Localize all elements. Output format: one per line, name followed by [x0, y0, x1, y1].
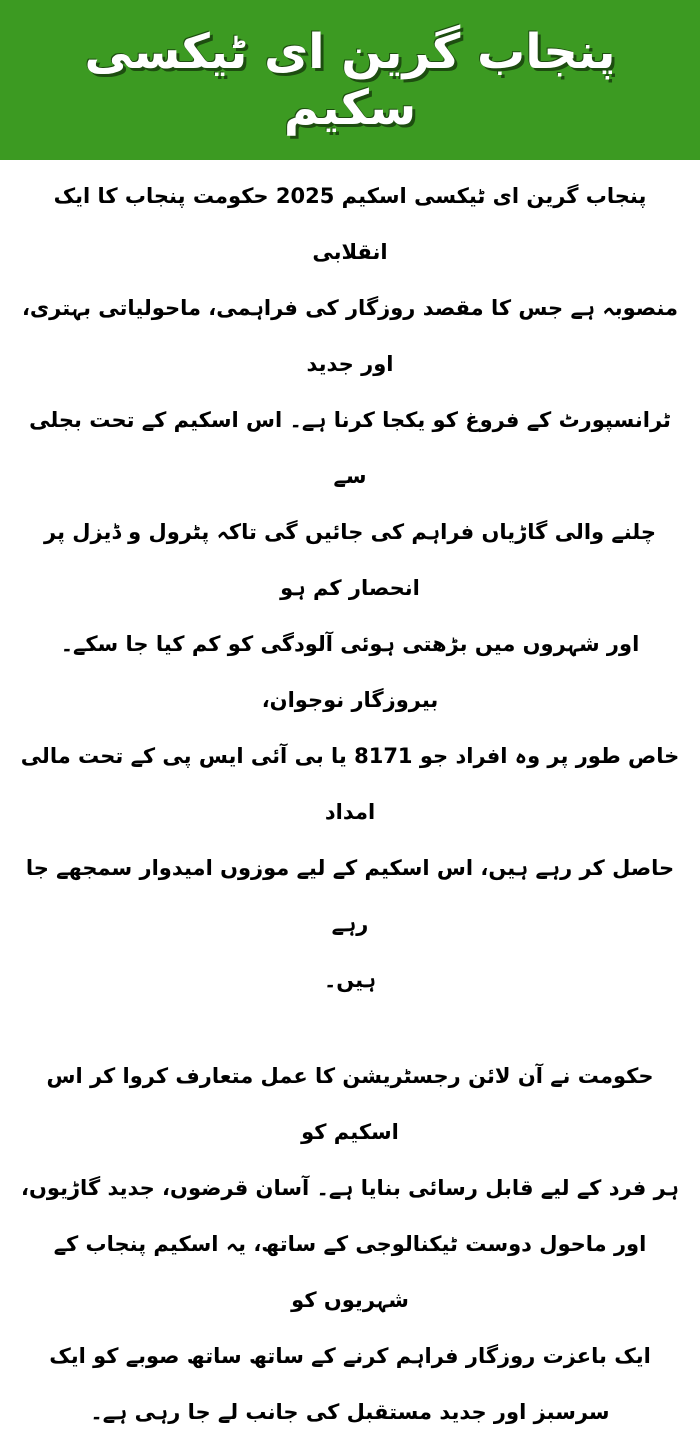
paragraph-registration: [0, 1048, 700, 1440]
text-line: چلنے والی گاڑیاں فراہم کی جائیں گی تاکہ پٹرول و ڈیزل پر انحصار کم ہو: [44, 520, 656, 600]
page-title: پنجاب گرین ای ٹیکسی سکیم: [84, 24, 616, 136]
text-line: اور ماحول دوست ٹیکنالوجی کے ساتھ، یہ اسکیم پنجاب کے شہریوں کو: [53, 1232, 647, 1312]
text-line: ہیں۔: [323, 968, 377, 992]
text-line: ہر فرد کے لیے قابل رسائی بنایا ہے۔ آسان قرضوں، جدید گاڑیوں،: [21, 1176, 679, 1200]
header-banner: [0, 0, 700, 160]
text-line: اور شہروں میں بڑھتی ہوئی آلودگی کو کم کیا جا سکے۔ بیروزگار نوجوان،: [60, 632, 640, 712]
text-line: منصوبہ ہے جس کا مقصد روزگار کی فراہمی، ماحولیاتی بہتری، اور جدید: [21, 296, 679, 376]
text-line: حکومت نے آن لائن رجسٹریشن کا عمل متعارف کروا کر اس اسکیم کو: [46, 1064, 654, 1144]
text-line: ایک باعزت روزگار فراہم کرنے کے ساتھ ساتھ صوبے کو ایک: [49, 1344, 651, 1368]
text-line: حاصل کر رہے ہیں، اس اسکیم کے لیے موزوں امیدوار سمجھے جا رہے: [25, 856, 675, 936]
text-line: سرسبز اور جدید مستقبل کی جانب لے جا رہی ہے۔: [90, 1400, 610, 1424]
text-line: ٹرانسپورٹ کے فروغ کو یکجا کرنا ہے۔ اس اسکیم کے تحت بجلی سے: [29, 408, 671, 488]
text-line: پنجاب گرین ای ٹیکسی اسکیم 2025 حکومت پنجاب کا ایک انقلابی: [53, 184, 647, 264]
paragraph-intro: [0, 168, 700, 1008]
text-line: خاص طور پر وہ افراد جو 8171 یا بی آئی ایس پی کے تحت مالی امداد: [20, 744, 680, 824]
